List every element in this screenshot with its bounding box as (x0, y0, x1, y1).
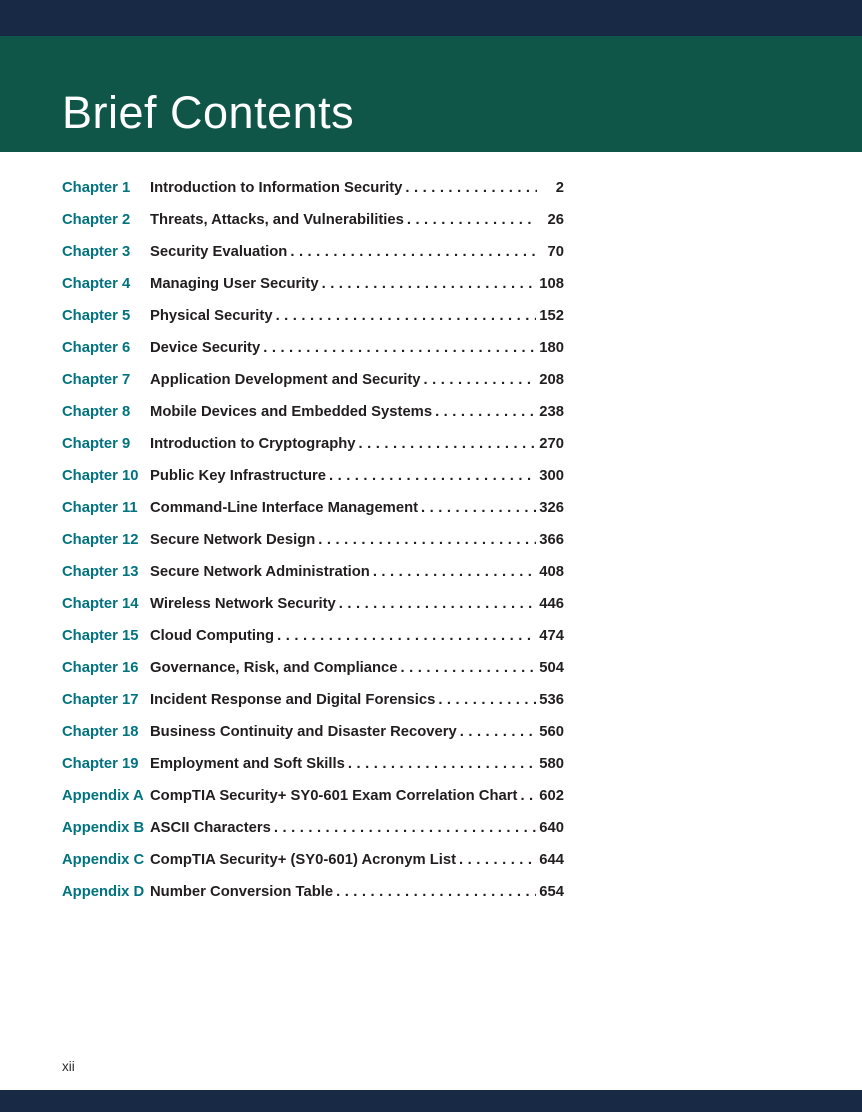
toc-dot-leader (405, 212, 537, 228)
toc-entry-label: Appendix C (62, 852, 145, 868)
toc-entry-page: 474 (539, 628, 564, 644)
toc-dot-leader (403, 180, 537, 196)
toc-dot-leader (274, 308, 537, 324)
toc-entry-label: Appendix A (62, 788, 144, 804)
toc-entry-title: Employment and Soft Skills (150, 756, 345, 772)
toc-entry-title: Device Security (150, 340, 261, 356)
toc-entry (62, 212, 564, 244)
toc-entry-label: Chapter 19 (62, 756, 139, 772)
toc-dot-leader (457, 852, 536, 868)
toc-entry-title: Business Continuity and Disaster Recovery (150, 724, 457, 740)
toc-entry-title: Secure Network Design (150, 532, 316, 548)
toc-entry (62, 244, 564, 276)
toc-entry (62, 756, 564, 788)
brief-contents-list (62, 152, 564, 916)
toc-dot-leader (261, 340, 536, 356)
toc-dot-leader (320, 276, 537, 292)
toc-entry-label: Chapter 12 (62, 532, 139, 548)
toc-entry (62, 564, 564, 596)
toc-entry (62, 596, 564, 628)
toc-dot-leader (346, 756, 536, 772)
toc-entry-label: Chapter 6 (62, 340, 131, 356)
toc-entry (62, 788, 564, 820)
toc-entry-title: Introduction to Cryptography (150, 436, 356, 452)
toc-entry-page: 326 (539, 500, 564, 516)
toc-entry-title: Number Conversion Table (150, 884, 334, 900)
toc-entry-page: 26 (547, 212, 564, 228)
toc-entry-page: 580 (539, 756, 564, 772)
toc-entry-label: Chapter 10 (62, 468, 139, 484)
toc-entry (62, 884, 564, 916)
toc-entry-page: 366 (539, 532, 564, 548)
toc-dot-leader (433, 404, 536, 420)
toc-entry-page: 238 (539, 404, 564, 420)
toc-dot-leader (272, 820, 536, 836)
toc-dot-leader (337, 596, 537, 612)
toc-entry (62, 852, 564, 884)
toc-entry-page: 152 (539, 308, 564, 324)
toc-entry (62, 180, 564, 212)
toc-entry-title: Security Evaluation (150, 244, 288, 260)
toc-entry-page: 70 (547, 244, 564, 260)
toc-dot-leader (288, 244, 537, 260)
toc-entry-title: Wireless Network Security (150, 596, 336, 612)
page-number: xii (62, 1059, 75, 1074)
top-navy-bar (0, 0, 862, 36)
toc-entry (62, 724, 564, 756)
toc-entry-title: Public Key Infrastructure (150, 468, 326, 484)
toc-entry (62, 276, 564, 308)
toc-entry-title: Governance, Risk, and Compliance (150, 660, 398, 676)
toc-entry-label: Chapter 15 (62, 628, 139, 644)
toc-entry-page: 2 (555, 180, 564, 196)
toc-dot-leader (327, 468, 536, 484)
toc-entry-page: 108 (539, 276, 564, 292)
toc-entry-label: Appendix B (62, 820, 145, 836)
toc-dot-leader (371, 564, 536, 580)
toc-entry-label: Chapter 3 (62, 244, 131, 260)
toc-entry-label: Chapter 4 (62, 276, 131, 292)
toc-entry-page: 640 (539, 820, 564, 836)
toc-entry (62, 436, 564, 468)
toc-entry (62, 340, 564, 372)
toc-dot-leader (422, 372, 537, 388)
toc-entry (62, 820, 564, 852)
toc-entry-title: Threats, Attacks, and Vulnerabilities (150, 212, 404, 228)
toc-entry-page: 504 (539, 660, 564, 676)
toc-dot-leader (316, 532, 536, 548)
toc-entry (62, 628, 564, 660)
toc-entry-title: Command-Line Interface Management (150, 500, 419, 516)
toc-entry-label: Chapter 5 (62, 308, 131, 324)
toc-dot-leader (419, 500, 536, 516)
toc-entry-label: Chapter 9 (62, 436, 131, 452)
toc-entry-title: Physical Security (150, 308, 273, 324)
toc-entry-label: Chapter 13 (62, 564, 139, 580)
toc-dot-leader (458, 724, 537, 740)
toc-dot-leader (334, 884, 536, 900)
toc-entry-page: 208 (539, 372, 564, 388)
title-band (0, 36, 862, 152)
toc-entry-label: Chapter 7 (62, 372, 131, 388)
toc-entry-page: 654 (539, 884, 564, 900)
toc-entry-title: CompTIA Security+ SY0-601 Exam Correlation Chart (150, 788, 518, 804)
toc-entry-label: Chapter 11 (62, 500, 138, 516)
toc-entry (62, 500, 564, 532)
toc-dot-leader (275, 628, 536, 644)
toc-entry (62, 308, 564, 340)
toc-entry-label: Chapter 1 (62, 180, 131, 196)
toc-entry-page: 644 (539, 852, 564, 868)
toc-entry (62, 404, 564, 436)
toc-entry-label: Chapter 16 (62, 660, 139, 676)
toc-entry (62, 660, 564, 692)
toc-entry (62, 532, 564, 564)
page-title: Brief Contents (62, 87, 355, 138)
toc-entry-page: 446 (539, 596, 564, 612)
toc-entry-title: ASCII Characters (150, 820, 271, 836)
toc-dot-leader (436, 692, 536, 708)
toc-entry-title: Managing User Security (150, 276, 319, 292)
toc-entry-label: Chapter 17 (62, 692, 139, 708)
toc-entry (62, 372, 564, 404)
toc-entry-label: Appendix D (62, 884, 145, 900)
toc-entry-page: 300 (539, 468, 564, 484)
toc-entry (62, 468, 564, 500)
toc-entry-label: Chapter 14 (62, 596, 139, 612)
toc-entry-title: Application Development and Security (150, 372, 421, 388)
toc-dot-leader (518, 788, 536, 804)
toc-entry-title: Introduction to Information Security (150, 180, 403, 196)
toc-dot-leader (399, 660, 537, 676)
toc-entry-page: 270 (539, 436, 564, 452)
toc-entry-title: Mobile Devices and Embedded Systems (150, 404, 433, 420)
toc-entry-page: 180 (539, 340, 564, 356)
toc-entry-title: Secure Network Administration (150, 564, 370, 580)
toc-entry (62, 692, 564, 724)
toc-entry-label: Chapter 18 (62, 724, 139, 740)
toc-entry-page: 408 (539, 564, 564, 580)
bottom-navy-bar (0, 1090, 862, 1112)
toc-entry-label: Chapter 8 (62, 404, 131, 420)
toc-entry-label: Chapter 2 (62, 212, 131, 228)
toc-entry-page: 560 (539, 724, 564, 740)
toc-entry-title: CompTIA Security+ (SY0-601) Acronym List (150, 852, 457, 868)
toc-entry-title: Incident Response and Digital Forensics (150, 692, 436, 708)
toc-dot-leader (357, 436, 537, 452)
toc-entry-title: Cloud Computing (150, 628, 275, 644)
toc-entry-page: 602 (539, 788, 564, 804)
toc-entry-page: 536 (539, 692, 564, 708)
